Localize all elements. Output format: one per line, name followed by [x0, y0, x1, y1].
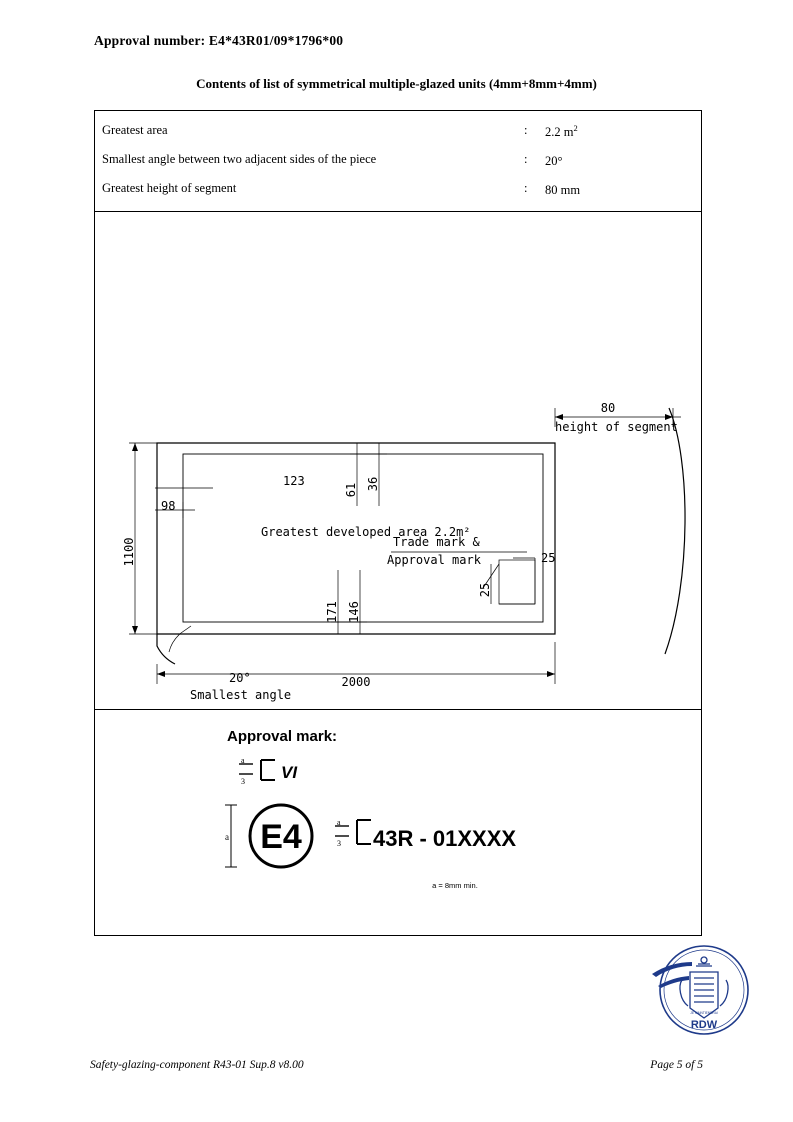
- trade-mark-line2: Approval mark: [387, 553, 481, 567]
- specifications-section: [95, 111, 701, 212]
- regulation-number-label: 43R - 01XXXX: [373, 826, 517, 851]
- page-title: Contents of list of symmetrical multiple-glazed units (4mm+8mm+4mm): [196, 76, 597, 91]
- stamp-motto-label: JE MAINTIENDRAI: [690, 1011, 718, 1015]
- spec-value: [545, 152, 563, 169]
- minimum-size-note: a = 8mm min.: [432, 881, 478, 890]
- bracket-main: [357, 820, 371, 844]
- angle-caption: Smallest angle: [190, 688, 292, 702]
- trade-mark-box: [499, 560, 535, 604]
- spec-label: Greatest area: [102, 123, 168, 137]
- angle-value: 20°: [229, 671, 251, 685]
- class-mark-label: VI: [281, 763, 298, 782]
- approval-mark-title: Approval mark:: [227, 728, 338, 745]
- spec-value: [545, 181, 580, 198]
- angle-leader: [181, 626, 191, 633]
- stamp-swoosh: [652, 962, 692, 988]
- corner-angle-cut: [157, 634, 175, 664]
- spec-value-text: 20°: [545, 154, 563, 169]
- spec-row: [95, 176, 701, 205]
- fraction-main-top: a: [337, 818, 341, 827]
- approval-mark-diagram: [215, 758, 635, 918]
- dim-123-label: 123: [283, 474, 305, 488]
- spec-row: [95, 118, 701, 147]
- stamp-organisation-label: RDW: [690, 1019, 718, 1031]
- dim-2000-label: 2000: [341, 675, 371, 689]
- fraction-bottom-label: 3: [241, 777, 245, 786]
- spec-colon: :: [524, 152, 528, 166]
- spec-colon: :: [524, 181, 528, 195]
- e-mark-label: E4: [260, 818, 302, 856]
- spec-label: Greatest height of segment: [102, 181, 237, 195]
- spec-label: Smallest angle between two adjacent sides of the piece: [102, 152, 377, 166]
- segment-caption: height of segment: [555, 420, 678, 434]
- footer-page-number: Page 5 of 5: [650, 1059, 703, 1071]
- fraction-top-label: a: [241, 758, 245, 765]
- spec-value-text: 2.2 m: [545, 125, 574, 140]
- content-table: [94, 110, 702, 936]
- angle-arc: [169, 633, 181, 652]
- spec-value-text: 80 mm: [545, 183, 581, 198]
- approval-mark-cell: [95, 710, 701, 935]
- spec-value: [545, 123, 578, 140]
- bracket-top: [261, 760, 275, 780]
- approval-number: Approval number: E4*43R01/09*1796*00: [94, 33, 344, 48]
- dim-25-right-label: 25: [541, 551, 556, 565]
- glazing-unit-drawing: [95, 212, 701, 708]
- dim-171-label: 171: [325, 601, 339, 623]
- dim-36-label: 36: [366, 476, 380, 492]
- trade-mark-line1: Trade mark &: [393, 535, 480, 549]
- segment-curve: [665, 408, 685, 654]
- area-label: Greatest developed area 2.2m²: [261, 525, 471, 539]
- footer-document-id: Safety-glazing-component R43-01 Sup.8 v8.00: [90, 1059, 304, 1071]
- spec-value-sup: 2: [573, 123, 578, 133]
- fraction-main-bottom: 3: [337, 839, 341, 848]
- dim-98-label: 98: [161, 499, 176, 513]
- rdw-stamp: [648, 938, 752, 1042]
- spec-colon: :: [524, 123, 528, 137]
- dim-1100-label: 1100: [122, 537, 136, 567]
- dim-61-label: 61: [344, 482, 358, 498]
- a-dim-label: a: [225, 832, 229, 842]
- spec-row: [95, 147, 701, 176]
- dim-146-label: 146: [347, 601, 361, 623]
- technical-drawing-cell: [95, 212, 701, 710]
- dim-80-label: 80: [600, 401, 616, 415]
- dim-25-inner-label: 25: [478, 582, 492, 598]
